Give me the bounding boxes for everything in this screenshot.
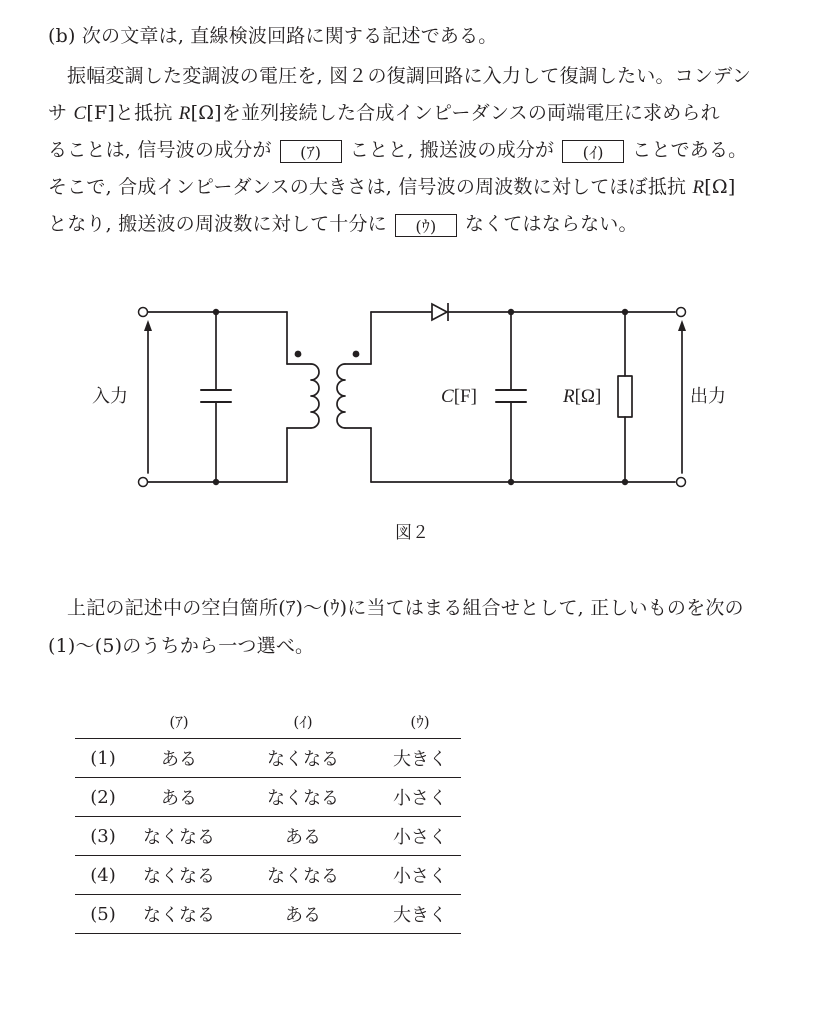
output-label: 出力	[690, 386, 726, 407]
table-cell: 小さく	[379, 778, 461, 817]
primary-coil	[311, 364, 319, 428]
table-cell: なくなる	[131, 817, 227, 856]
table-cell: ある	[227, 817, 379, 856]
polarity-dot-secondary	[353, 351, 360, 358]
blank-i: (ｲ)	[562, 140, 624, 163]
table-cell: なくなる	[131, 856, 227, 895]
blank-u: (ｳ)	[395, 214, 457, 237]
junction-dot	[213, 479, 219, 485]
table-cell: ある	[227, 895, 379, 934]
options-table	[75, 704, 461, 934]
input-terminal-bottom	[139, 478, 148, 487]
output-arrow-head	[678, 320, 686, 331]
problem-text-line-1: 振幅変調した変調波の電圧を, 図２の復調回路に入力して復調したい。コンデン	[67, 65, 752, 87]
table-header	[75, 704, 131, 739]
input-label: 入力	[92, 386, 128, 407]
problem-text-line-3: ることは, 信号波の成分が (ｱ) ことと, 搬送波の成分が (ｲ) ことである。	[48, 139, 748, 162]
table-cell: 小さく	[379, 856, 461, 895]
secondary-coil	[337, 364, 345, 428]
problem-text-line-4: そこで, 合成インピーダンスの大きさは, 信号波の周波数に対してほぼ抵抗 R[Ω]	[48, 176, 736, 198]
table-cell: なくなる	[227, 778, 379, 817]
table-cell: ある	[131, 739, 227, 778]
table-cell: なくなる	[227, 856, 379, 895]
junction-dot	[213, 309, 219, 315]
question-line-1: 上記の記述中の空白箇所(ｱ)～(ｳ)に当てはまる組合せとして, 正しいものを次の	[67, 597, 744, 619]
table-cell: なくなる	[131, 895, 227, 934]
output-terminal-bottom	[677, 478, 686, 487]
option-number: (3)	[75, 817, 131, 856]
diode	[432, 303, 448, 321]
table-row	[75, 817, 461, 856]
problem-text-line-2: サ C[F]と抵抗 R[Ω]を並列接続した合成インピーダンスの両端電圧に求められ	[48, 102, 720, 124]
junction-dot	[622, 479, 628, 485]
junction-dot	[508, 309, 514, 315]
junction-dot	[508, 479, 514, 485]
table-header-row	[75, 704, 461, 739]
input-arrow-head	[144, 320, 152, 331]
capacitor-label: C[F]	[441, 386, 477, 407]
option-number: (2)	[75, 778, 131, 817]
problem-text-line-5: となり, 搬送波の周波数に対して十分に (ｳ) なくてはならない。	[48, 213, 638, 236]
table-header: (ｱ)	[169, 712, 189, 731]
table-row	[75, 856, 461, 895]
polarity-dot-primary	[295, 351, 302, 358]
question-line-2: (1)～(5)のうちから一つ選べ。	[48, 635, 315, 657]
table-header: (ｳ)	[410, 712, 430, 731]
table-cell: 大きく	[379, 895, 461, 934]
table-cell: 大きく	[379, 739, 461, 778]
table-header: (ｲ)	[293, 712, 313, 731]
input-terminal-top	[139, 308, 148, 317]
table-row	[75, 739, 461, 778]
table-cell: 小さく	[379, 817, 461, 856]
table-cell: なくなる	[227, 739, 379, 778]
resistor-label: R[Ω]	[563, 386, 602, 407]
resistor	[618, 376, 632, 417]
table-cell: ある	[131, 778, 227, 817]
option-number: (5)	[75, 895, 131, 934]
figure-caption: 図２	[395, 523, 429, 543]
table-row	[75, 895, 461, 934]
table-row	[75, 778, 461, 817]
blank-a: (ｱ)	[280, 140, 342, 163]
junction-dot	[622, 309, 628, 315]
problem-heading: (b) 次の文章は, 直線検波回路に関する記述である。	[48, 25, 498, 47]
output-terminal-top	[677, 308, 686, 317]
option-number: (4)	[75, 856, 131, 895]
option-number: (1)	[75, 739, 131, 778]
